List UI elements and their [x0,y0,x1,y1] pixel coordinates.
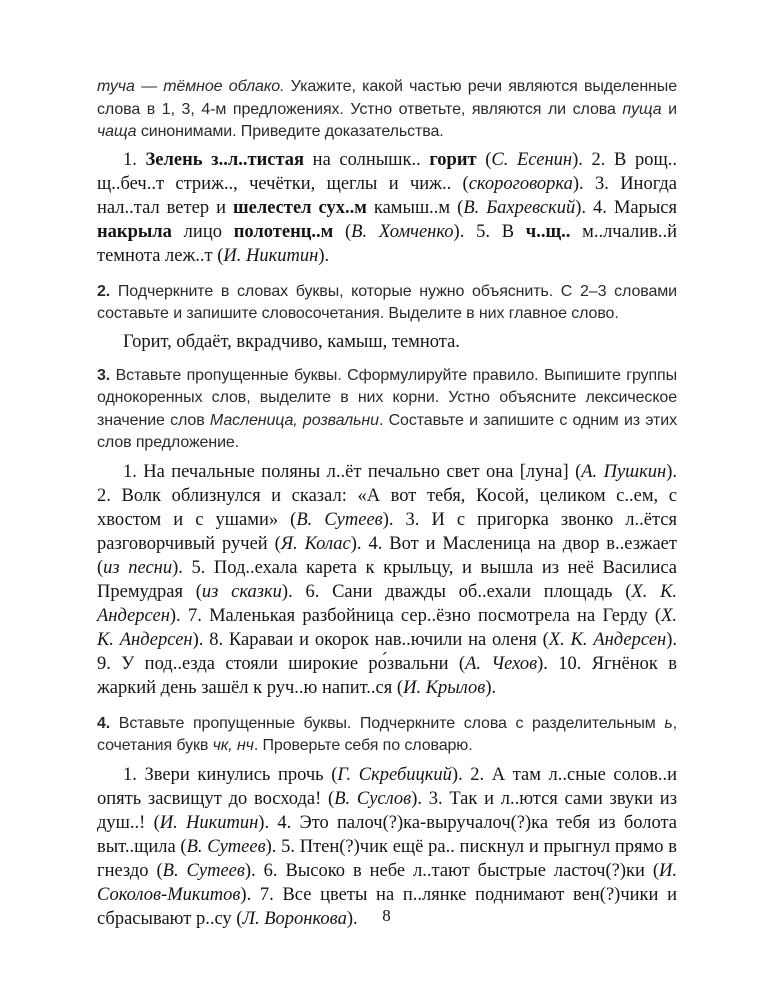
text-run: ). [318,245,330,266]
text-run: ). 9. У под..езда стояли широкие ро́звальни ( [97,629,677,674]
text-run: скороговорка [468,173,573,194]
text-run: ( [476,149,492,170]
exercise-3-sentences [97,460,677,700]
text-run: ). 6. Высоко в небе л..тают быстрые ласточ(?)ки ( [244,860,659,881]
text-run: 1. [123,149,146,170]
text-run: В. Сутеев [296,509,383,530]
text-run: Г. Скребицкий [337,764,452,785]
text-run: Зелень з..л..тистая [145,149,305,170]
text-run: В. Сутеев [186,836,266,857]
text-run: шелестел сух..м [233,197,367,218]
text-run: С. Есенин [491,149,573,170]
text-run: пуща [622,100,662,118]
text-run: чаща [97,123,137,140]
text-run: В. Сутеев [162,860,245,881]
text-run: из песни [103,557,173,578]
exercise-4-instruction [97,713,677,758]
text-run: лицо [171,221,234,242]
text-run: ). 2. В рощ.. щ..беч..т стриж.., чечётки, щеглы и чиж.. ( [97,149,678,194]
text-run: 1. На печальные поляны л..ёт печально свет она [луна] ( [123,461,582,482]
text-run: Вставьте пропущенные буквы. Подчеркните слова с разделительным [110,714,665,732]
text-run: ч..щ.. [525,221,571,242]
text-run: ). 7. Все цветы на п..лянке поднимают вен(?)чики и сбрасывают р..су ( [97,884,677,929]
text-run: ь [664,714,673,732]
text-run: ). 3. Так и л..ются сами звуки из душ..! ( [97,788,678,833]
text-run: синонимами. Приведите доказательства. [136,123,444,140]
text-run: И. Крылов [403,677,486,698]
text-run: м..лчалив..й темнота леж..т ( [97,221,677,266]
text-run: камыш..м ( [366,197,464,218]
text-run: ). [346,908,358,929]
text-run: ). 4. Марыся [575,197,678,218]
text-run: Масленица, розвальни [209,411,379,429]
text-run: . Составьте и запишите с одним из этих слов предложение. [97,411,678,451]
page-content [97,76,677,931]
text-run: на солнышк.. [304,149,430,170]
exercise-2-words [97,330,677,354]
text-run: И. Соколов-Микитов [97,860,677,905]
text-run: ). [485,677,497,698]
text-run: ). 3. И с пригорка звонко л..ётся разговорчивый ручей ( [97,509,677,554]
text-run: ). 2. А там л..сные солов..и опять засвищут до восхода! ( [97,764,677,809]
text-run: В. Хомченко [351,221,454,242]
text-run: Вставьте пропущенные буквы. Сформулируйте правило. Выпишите группы однокоренных слов, выделите в них корни. Устно объясните лексическое значение слов [97,366,677,429]
exercise-1-sentences [97,148,677,268]
text-run: В. Суслов [334,788,412,809]
exercise-2-instruction [97,281,677,326]
text-run: полотенц..м [233,221,334,242]
text-run: ). 5. Под..ехала карета к крыльцу, и вышла из неё Василиса Премудрая ( [97,557,678,602]
text-run: чк, нч [212,737,254,754]
text-run: Х. К. Андерсен [97,581,677,626]
text-run: А. Пушкин [581,461,667,482]
text-run: ( [333,221,352,242]
text-run: ). 4. Вот и Масленица на двор в..езжает ( [97,533,677,578]
text-run: ). 10. Ягнёнок в жаркий день зашёл к руч..ю напит..ся ( [97,653,678,698]
text-run: А. Чехов [465,653,538,674]
text-run: ). 4. Это палоч(?)ка-выручалоч(?)ка тебя из болота выт..щила ( [97,812,677,857]
text-run: ). 2. Волк облизнулся и сказал: «А вот тебя, Косой, целиком с..ем, с хвостом и с ушами» ( [97,461,677,530]
text-run: ). 7. Маленькая разбойница сер..ёзно посмотрела на Герду ( [169,605,662,626]
text-run: И. Никитин [159,812,259,833]
text-run: Л. Воронкова [242,908,347,929]
text-run: В. Бахревский [463,197,576,218]
intro-paragraph [97,76,677,144]
text-run: Я. Колас [280,533,351,554]
text-run: туча — тёмное облако. [97,78,285,95]
text-run: и [661,100,677,118]
text-run: 3. [97,366,111,384]
text-run: из сказки [201,581,282,602]
text-run: Х. К. Андерсен [548,629,667,650]
text-run: Горит, обдаёт, вкрадчиво, камыш, темнота. [123,331,460,352]
text-run: И. Никитин [223,245,319,266]
text-run: горит [429,149,477,170]
text-run: накрыла [97,221,172,242]
text-run: Укажите, какой частью речи являются выделенные слова в 1, 3, 4-м предложениях. Устно ответьте, являются ли слова [97,78,677,118]
exercise-3-instruction [97,365,677,455]
text-run: 2. [97,282,111,300]
text-run: , сочетания букв [97,714,677,754]
text-run: ). 8. Караваи и окорок нав..ючили на оленя ( [192,629,549,650]
page-number: 8 [382,906,391,925]
text-run: Подчеркните в словах буквы, которые нужно объяснить. С 2–3 словами составьте и запишите словосочетания. Выделите в них главное слово. [97,282,677,322]
text-run: ). 6. Сани дважды об..ехали площадь ( [281,581,632,602]
text-run: ). 5. В [453,221,526,242]
text-run: . Проверьте себя по словарю. [253,737,473,754]
text-run: 4. [97,714,111,732]
text-run: 1. Звери кинулись прочь ( [123,764,338,785]
text-run: Х. К. Андерсен [97,605,677,650]
text-run: ). 3. Иногда нал..тал ветер и [97,173,677,218]
text-run: ). 5. Птен(?)чик ещё ра.. пискнул и прыгнул прямо в гнездо ( [97,836,677,881]
